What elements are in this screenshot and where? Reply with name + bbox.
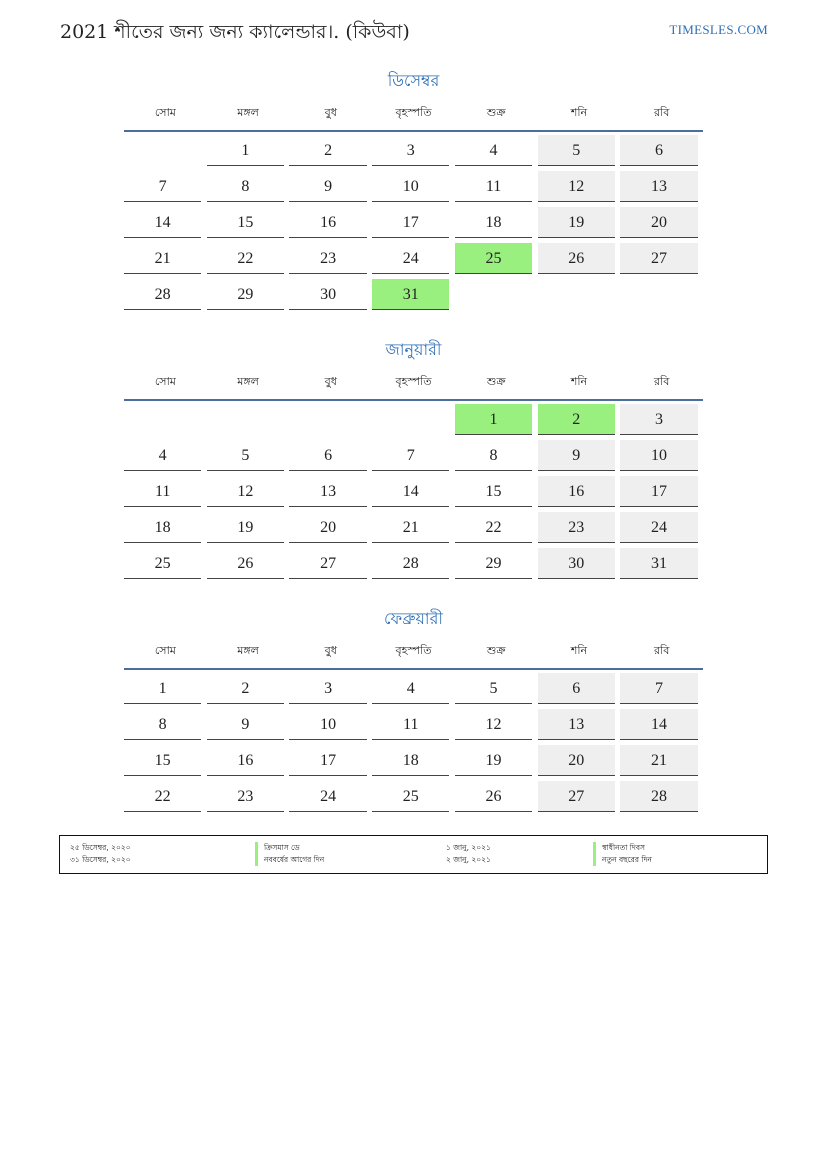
day-cell: 24 [289,781,366,812]
day-cell: 25 [372,781,449,812]
day-cell: 14 [372,476,449,507]
day-cell: 20 [289,512,366,543]
weeks [124,673,703,817]
weekday-label: সোম [154,375,176,388]
week-row [124,781,703,817]
legend-date: ৩১ ডিসেম্বর, ২০২০ [70,855,131,864]
day-cell: 31 [372,279,449,310]
day-cell: 10 [289,709,366,740]
day-cell: 26 [207,548,284,579]
day-cell: 22 [124,781,201,812]
day-cell: 28 [124,279,201,310]
day-cell: 4 [124,440,201,471]
weekday-label: বুধ [324,644,337,657]
weekday-label: শুক্র [486,106,506,119]
day-cell: 29 [455,548,532,579]
week-row [124,135,703,171]
weekday-label: রবি [654,375,670,388]
weekday-label: শুক্র [486,375,506,388]
day-cell: 8 [455,440,532,471]
day-cell: 21 [124,243,201,274]
day-cell: 14 [124,207,201,238]
week-row [124,512,703,548]
weekday-label: মঙ্গল [237,106,259,119]
day-cell: 9 [289,171,366,202]
day-cell: 30 [538,548,615,579]
legend-date: ২ জানু, ২০২১ [446,855,491,864]
day-cell: 6 [289,440,366,471]
empty-day-cell [538,279,615,310]
day-cell: 5 [538,135,615,166]
weekday-label: মঙ্গল [237,644,259,657]
day-cell: 3 [372,135,449,166]
weekday-label: মঙ্গল [237,375,259,388]
day-cell: 7 [372,440,449,471]
day-cell: 7 [124,171,201,202]
day-cell: 29 [207,279,284,310]
month-calendar [124,606,703,817]
day-cell: 16 [538,476,615,507]
day-cell: 22 [455,512,532,543]
day-cell: 10 [372,171,449,202]
day-cell: 28 [372,548,449,579]
day-cell: 2 [207,673,284,704]
weekday-label: বৃহস্পতি [395,106,432,119]
day-cell: 2 [538,404,615,435]
week-row [124,745,703,781]
page-title: 2021 শীতের জন্য জন্য ক্যালেন্ডার।. (কিউবা) [60,21,410,43]
legend-names-col-2 [593,842,652,866]
day-cell: 12 [538,171,615,202]
holiday-legend [59,835,768,874]
weekday-label: শনি [570,375,588,388]
weekday-label: রবি [654,106,670,119]
day-cell: 22 [207,243,284,274]
empty-day-cell [207,404,284,435]
day-cell: 12 [207,476,284,507]
day-cell: 25 [455,243,532,274]
weekday-header-row [124,375,703,401]
month-title: ফেব্রুয়ারী [384,609,443,628]
empty-day-cell [289,404,366,435]
day-cell: 6 [620,135,697,166]
day-cell: 19 [207,512,284,543]
week-row [124,171,703,207]
day-cell: 26 [538,243,615,274]
day-cell: 5 [455,673,532,704]
weekday-label: বৃহস্পতি [395,644,432,657]
day-cell: 19 [538,207,615,238]
day-cell: 21 [372,512,449,543]
weekday-label: সোম [154,644,176,657]
weeks [124,404,703,584]
day-cell: 17 [372,207,449,238]
day-cell: 13 [620,171,697,202]
day-cell: 27 [620,243,697,274]
day-cell: 15 [455,476,532,507]
legend-holiday-name: ক্রিসমাস ডে [255,842,324,854]
month-title: জানুয়ারী [385,340,442,359]
week-row [124,279,703,315]
day-cell: 27 [538,781,615,812]
day-cell: 18 [455,207,532,238]
day-cell: 1 [207,135,284,166]
legend-holiday-name: নতুন বছরের দিন [593,854,652,866]
empty-day-cell [372,404,449,435]
empty-day-cell [455,279,532,310]
weekday-label: বুধ [324,375,337,388]
legend-holiday-name: নববর্ষের আগের দিন [255,854,324,866]
weekday-label: শনি [570,644,588,657]
weekday-header-row [124,644,703,670]
day-cell: 3 [620,404,697,435]
month-title: ডিসেম্বর [387,71,440,90]
week-row [124,243,703,279]
day-cell: 16 [289,207,366,238]
weekday-label: শনি [570,106,588,119]
weeks [124,135,703,315]
legend-names-col-1 [255,842,324,866]
week-row [124,476,703,512]
day-cell: 24 [620,512,697,543]
day-cell: 26 [455,781,532,812]
day-cell: 10 [620,440,697,471]
day-cell: 11 [124,476,201,507]
weekday-label: সোম [154,106,176,119]
day-cell: 31 [620,548,697,579]
week-row [124,709,703,745]
day-cell: 4 [455,135,532,166]
day-cell: 8 [207,171,284,202]
day-cell: 20 [620,207,697,238]
site-link[interactable]: TIMESLES.COM [669,22,768,37]
weekday-label: শুক্র [486,644,506,657]
day-cell: 6 [538,673,615,704]
day-cell: 13 [538,709,615,740]
weekday-label: বুধ [324,106,337,119]
month-calendar [124,337,703,584]
day-cell: 21 [620,745,697,776]
day-cell: 1 [455,404,532,435]
day-cell: 8 [124,709,201,740]
month-calendar [124,68,703,315]
day-cell: 16 [207,745,284,776]
day-cell: 24 [372,243,449,274]
day-cell: 17 [289,745,366,776]
legend-date: ১ জানু, ২০২১ [446,843,491,852]
day-cell: 2 [289,135,366,166]
day-cell: 15 [207,207,284,238]
day-cell: 18 [372,745,449,776]
day-cell: 25 [124,548,201,579]
day-cell: 23 [207,781,284,812]
legend-date: ২৫ ডিসেম্বর, ২০২০ [70,843,131,852]
empty-day-cell [124,404,201,435]
day-cell: 23 [538,512,615,543]
day-cell: 11 [455,171,532,202]
day-cell: 7 [620,673,697,704]
weekday-label: বৃহস্পতি [395,375,432,388]
day-cell: 27 [289,548,366,579]
weekday-header-row [124,106,703,132]
day-cell: 15 [124,745,201,776]
day-cell: 5 [207,440,284,471]
day-cell: 28 [620,781,697,812]
day-cell: 23 [289,243,366,274]
day-cell: 19 [455,745,532,776]
day-cell: 20 [538,745,615,776]
empty-day-cell [124,135,201,166]
week-row [124,548,703,584]
day-cell: 9 [538,440,615,471]
day-cell: 11 [372,709,449,740]
empty-day-cell [620,279,697,310]
day-cell: 1 [124,673,201,704]
day-cell: 13 [289,476,366,507]
day-cell: 9 [207,709,284,740]
day-cell: 18 [124,512,201,543]
week-row [124,440,703,476]
weekday-label: রবি [654,644,670,657]
day-cell: 14 [620,709,697,740]
day-cell: 30 [289,279,366,310]
day-cell: 4 [372,673,449,704]
legend-holiday-name: স্বাধীনতা দিবস [593,842,652,854]
day-cell: 17 [620,476,697,507]
week-row [124,673,703,709]
day-cell: 3 [289,673,366,704]
legend-dates-col-1 [70,842,131,866]
legend-dates-col-2 [446,842,491,866]
week-row [124,207,703,243]
day-cell: 12 [455,709,532,740]
week-row [124,404,703,440]
